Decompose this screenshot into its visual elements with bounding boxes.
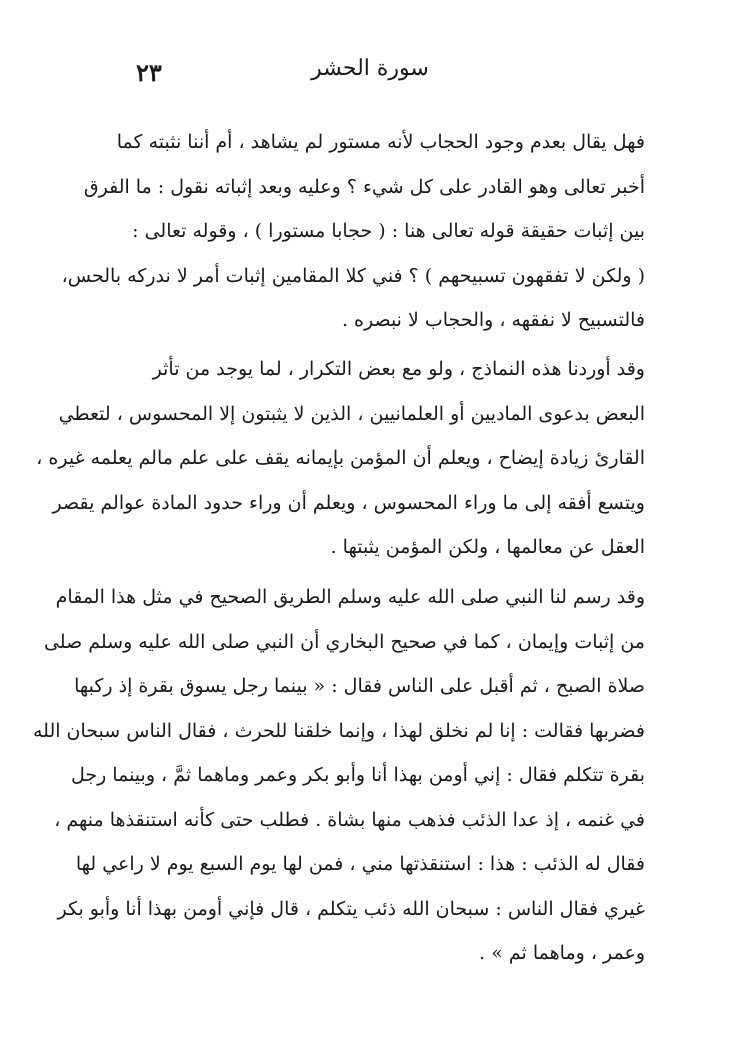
text-line: وقد أوردنا هذه النماذج ، ولو مع بعض التكرار ، لما يوجد من تأثر bbox=[152, 358, 645, 380]
text-line: فهل يقال بعدم وجود الحجاب لأنه مستور لم يشاهد ، أم أننا نثبته كما bbox=[116, 131, 645, 153]
text-line: ( ولكن لا تفقهون تسبيحهم ) ؟ فني كلا المقامين إثبات أمر لا ندركه بالحس، bbox=[61, 264, 645, 287]
text-line: بين إثبات حقيقة قوله تعالى هنا : ( حجابا مستورا ) ، وقوله تعالى : bbox=[132, 220, 645, 242]
text-line: القارئ زيادة إيضاح ، ويعلم أن المؤمن بإيمانه يقف على علم مالم يعلمه غيره ، bbox=[36, 447, 645, 469]
text-line: وعمر ، وماهما ثم » . bbox=[479, 942, 645, 964]
paragraph-1 bbox=[61, 120, 645, 343]
text-line: العقل عن معالمها ، ولكن المؤمن يثبتها . bbox=[330, 536, 645, 558]
text-line: بقرة تتكلم فقال : إني أومن بهذا أنا وأبو بكر وعمر وماهما ثمَّ ، وبينما رجل bbox=[70, 764, 645, 786]
running-title: سورة الحشر bbox=[311, 56, 429, 81]
text-line: صلاة الصبح ، ثم أقبل على الناس فقال : « بينما رجل يسوق بقرة إذ ركبها bbox=[74, 675, 645, 697]
text-line: فضربها فقالت : إنا لم نخلق لهذا ، وإنما خلقنا للحرث ، فقال الناس سبحان الله bbox=[32, 719, 645, 742]
text-line: فقال له الذئب : هذا : استنقذتها مني ، فمن لها يوم السبع يوم لا راعي لها bbox=[75, 853, 645, 875]
text-line: فالتسبيح لا نفقهه ، والحجاب لا نبصره . bbox=[341, 309, 645, 331]
paragraph-3 bbox=[32, 575, 645, 976]
text-line: البعض بدعوى الماديين أو العلمانيين ، الذين لا يثبتون إلا المحسوس ، لتعطي bbox=[58, 402, 645, 425]
text-line: وقد رسم لنا النبي صلى الله عليه وسلم الطريق الصحيح في مثل هذا المقام bbox=[55, 586, 645, 608]
text-line: ويتسع أفقه إلى ما وراء المحسوس ، ويعلم أن وراء حدود المادة عوالم يقصر bbox=[52, 491, 645, 514]
page-header bbox=[100, 52, 640, 92]
text-line: في غنمه ، إذ عدا الذئب فذهب منها بشاة . فطلب حتى كأنه استنقذها منهم ، bbox=[54, 808, 645, 831]
text-line: من إثبات وإيمان ، كما في صحيح البخاري أن النبي صلى الله عليه وسلم صلى bbox=[43, 630, 645, 653]
text-line: غيري فقال الناس : سبحان الله ذئب يتكلم ، قال فإني أومن بهذا أنا وأبو بكر bbox=[57, 897, 645, 920]
page-number: ٢٣ bbox=[136, 58, 162, 87]
text-line: أخبر تعالى وهو القادر على كل شيء ؟ وعليه وبعد إثباته نقول : ما الفرق bbox=[83, 175, 645, 198]
paragraph-2 bbox=[36, 347, 645, 570]
